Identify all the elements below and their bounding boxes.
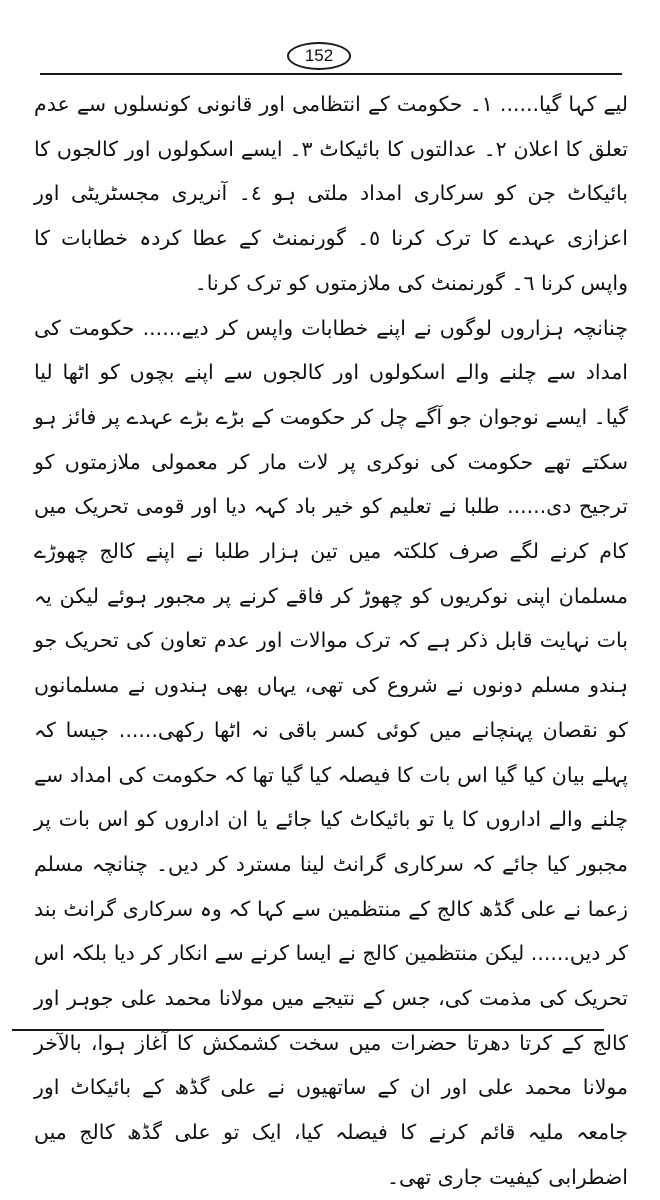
paragraph-2: چنانچہ ہزاروں لوگوں نے اپنے خطابات واپس کر دیے...... حکومت کی امداد سے چلنے والے اسکولوں اور کالجوں سے اپنے بچوں کو اٹھا لیا گیا۔ ایسے نوجوان جو آگے چل کر حکومت کے بڑے بڑے عہدے پر فائز ہو سکتے تھے حکومت کی نوکری پر لات مار کر معمولی ملازمتوں کو ترجیح دی...... طلبا نے تعلیم کو خیر باد کہہ دیا اور قومی تحریک میں کام کرنے لگے صرف کلکتہ میں تین ہزار طلبا نے اپنے کالج چھوڑے مسلمان اپنی نوکریوں کو چھوڑ کر فاقے کرنے پر مجبور ہوئے لیکن یہ بات نہایت قابل ذکر ہے کہ ترک موالات اور عدم تعاون کی تحریک جو ہندو مسلم دونوں نے شروع کی تھی، یہاں بھی ہندوں نے مسلمانوں کو نقصان پہنچانے میں کوئی کسر باقی نہ اٹھا رکھی...... جیسا کہ پہلے بیان کیا گیا اس بات کا فیصلہ کیا گیا تھا کہ حکومت کی امداد سے چلنے والے اداروں کا یا تو بائیکاٹ کیا جائے یا ان اداروں کو اس بات پر مجبور کیا جائے کہ سرکاری گرانٹ لینا مسترد کر دیں۔ چنانچہ مسلم زعما نے علی گڈھ کالج کے منتظمین سے کہا کہ وہ سرکاری گرانٹ بند کر دیں...... لیکن منتظمین کالج نے ایسا کرنے سے انکار کر دیا بلکہ اس تحریک کی مذمت کی، جس کے نتیجے میں مولانا محمد علی جوہر اور کالج کے کرتا دھرتا حضرات میں سخت کشمکش کا آغاز ہوا، بالآخر مولانا محمد علی اور ان کے ساتھیوں نے علی گڈھ کے بائیکاٹ اور جامعہ ملیہ قائم کرنے کا فیصلہ کیا، ایک تو علی گڈھ کالج میں اضطرابی کیفیت جاری تھی۔ bbox=[34, 315, 628, 1189]
page-body bbox=[34, 82, 629, 1189]
page-number: 152 bbox=[287, 42, 351, 70]
footer-rule bbox=[12, 1029, 604, 1031]
header-rule bbox=[40, 73, 622, 75]
paragraph-1: لیے کہا گیا...... ١۔ حکومت کے انتظامی اور قانونی کونسلوں سے عدم تعلق کا اعلان ٢۔ عدالتوں کا بائیکاٹ ٣۔ ایسے اسکولوں اور کالجوں کا بائیکاٹ جن کو سرکاری امداد ملتی ہو ٤۔ آنریری مجسٹریٹی اور اعزازی عہدے کا ترک کرنا ٥۔ گورنمنٹ کے عطا کردہ خطابات کا واپس کرنا ٦۔ گورنمنٹ کی ملازمتوں کو ترک کرنا۔ bbox=[34, 92, 629, 295]
